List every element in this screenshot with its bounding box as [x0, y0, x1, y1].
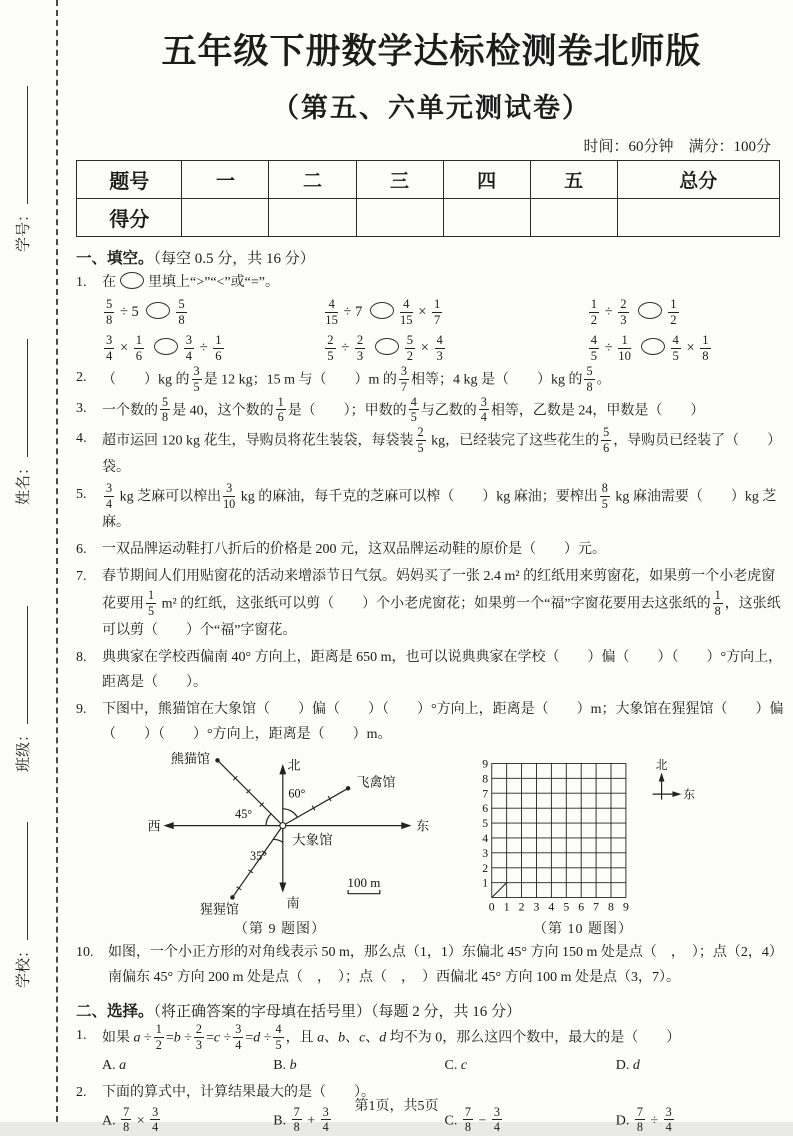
- fraction: $\frac{3}{7}$: [400, 364, 407, 394]
- section-2-heading: [76, 999, 787, 1021]
- blank-line: [23, 86, 28, 204]
- score-table-header-cell: 题号: [77, 161, 182, 199]
- comparison-item: $\frac{3}{4}$ × $\frac{1}{6}$ $\frac{3}{4}$ ÷ $\frac{1}{6}$: [106, 332, 222, 363]
- x-axis-label: 0: [488, 900, 495, 914]
- table-row: [77, 161, 780, 199]
- question-number: 8.: [76, 650, 87, 666]
- question-text: 一个数的 $\frac{5}{8}$ 是 40，这个数的 $\frac{1}{6}$ 是（ ）；甲数的 $\frac{4}{5}$ 与乙数的 $\frac{3}{4}$ 相等，乙数是 24，甲数是（ ）: [102, 394, 705, 425]
- north-arrow-icon: [659, 773, 665, 782]
- question-text: （ ）kg 的 $\frac{3}{5}$ 是 12 kg；15 m 与（ ）m 的 $\frac{3}{7}$ 相等；4 kg 是（ ）kg 的 $\frac{5}{8}$ 。: [102, 364, 611, 394]
- score-table-header-cell: 五: [530, 161, 617, 199]
- fraction: $\frac{1}{5}$: [148, 588, 155, 619]
- score-cell: [530, 199, 617, 237]
- fraction: $\frac{2}{5}$: [417, 425, 424, 456]
- score-table: [76, 160, 780, 237]
- question-number: 5.: [76, 486, 87, 502]
- question-number: 6.: [76, 542, 87, 558]
- question-number: 10.: [76, 945, 94, 961]
- x-axis-label: 5: [563, 900, 570, 914]
- fraction: $\frac{4}{5}$: [275, 1022, 282, 1052]
- fraction: $\frac{1}{10}$: [618, 332, 631, 363]
- x-axis-label: 2: [518, 900, 525, 914]
- x-axis-label: 6: [578, 900, 585, 914]
- x-axis-label: 8: [608, 900, 614, 914]
- y-axis-label: 2: [482, 861, 489, 875]
- direction-label-north: 北: [655, 758, 668, 772]
- fraction: $\frac{7}{8}$: [123, 1104, 130, 1135]
- question-text: 如图，一个小正方形的对角线表示 50 m，那么点（1，1）东偏北 45° 方向 150 m 处是点（ ， ）；点（2，4）南偏东 45° 方向 200 m 处是点（ ， ）；点（ ， ）西偏北 45° 方向 100 m 处是点（3，7）。: [108, 945, 783, 986]
- choice-option-b: B. b: [273, 1057, 297, 1073]
- square-diagonal: [492, 883, 507, 898]
- venue-label-elephant: 大象馆: [292, 832, 333, 848]
- page-title: 五年级下册数学达标检测卷北师版: [161, 32, 702, 71]
- section-heading-note: （将正确答案的字母填在括号里）（每题 2 分，共 16 分）: [153, 1004, 522, 1021]
- blank-line: [23, 822, 28, 940]
- fraction: $\frac{5}{6}$: [603, 425, 610, 456]
- question-text: 春节期间人们用贴窗花的活动来增添节日气氛。妈妈买了一张 2.4 m² 的红纸用来剪窗花，如果剪一个小老虎窗花要用 $\frac{1}{5}$ m² 的红纸，这张纸可以剪（ ）个小老虎窗花；如果剪一个“福”字窗花要用去这张纸的 $\frac{1}{8}$ ，这张纸可以剪（ ）个“福”字窗花。: [102, 569, 781, 639]
- y-axis-label: 1: [482, 876, 489, 890]
- direction-label-north: 北: [287, 757, 301, 773]
- direction-label-east: 东: [683, 788, 696, 802]
- diagram-caption: （第 9 题图）: [234, 922, 326, 938]
- question-text: 如果 a ÷ $\frac{1}{2}$ =b ÷ $\frac{2}{3}$ =c ÷ $\frac{3}{4}$ =d ÷ $\frac{4}{5}$ ，且 a、b、c、d 均不为 0，那么这四个数中，最大的是（ ）: [102, 1022, 681, 1052]
- east-arrow-icon: [672, 791, 681, 797]
- question-number: 2.: [76, 1084, 87, 1100]
- fraction: $\frac{1}{2}$: [155, 1022, 162, 1052]
- grid-diagram-block: [470, 758, 696, 938]
- fraction: $\frac{5}{8}$: [106, 296, 113, 327]
- fraction: $\frac{1}{2}$: [670, 296, 677, 327]
- fraction: $\frac{3}{5}$: [193, 364, 200, 394]
- fill-question-4: [76, 426, 787, 480]
- exam-meta: 时间：60分钟 满分：100分: [583, 139, 771, 155]
- page-footer: 第1页，共5页: [354, 1099, 439, 1114]
- fraction: $\frac{2}{3}$: [356, 332, 364, 363]
- fill-question-6: [76, 537, 787, 562]
- score-table-header-cell: 四: [443, 161, 530, 199]
- fraction: $\frac{1}{6}$: [215, 332, 222, 363]
- score-cell: [182, 199, 269, 237]
- question-number: 1.: [76, 1028, 87, 1044]
- fraction: $\frac{4}{5}$: [410, 394, 417, 425]
- choice-option-b: B. $\frac{7}{8}$ + $\frac{3}{4}$: [273, 1104, 329, 1135]
- question-number: 3.: [76, 400, 87, 416]
- x-axis-label: 1: [503, 900, 510, 914]
- question-text: 典典家在学校西偏南 40° 方向上，距离是 650 m，也可以说典典家在学校（ ）偏（ ）（ ）°方向上，距离是（ ）。: [102, 650, 783, 691]
- fraction: $\frac{1}{8}$: [714, 588, 721, 619]
- fraction: $\frac{3}{4}$: [322, 1104, 329, 1135]
- fill-question-9: [76, 697, 787, 747]
- choice-option-c: C. c: [444, 1057, 468, 1073]
- x-axis-label: 4: [548, 900, 555, 914]
- fill-question-10: [76, 940, 787, 990]
- fraction: $\frac{7}{8}$: [293, 1104, 300, 1135]
- question-number: 4.: [76, 431, 87, 447]
- question-number: 1.: [76, 275, 87, 290]
- fraction: $\frac{7}{8}$: [636, 1104, 643, 1135]
- west-arrow-icon: [163, 822, 173, 829]
- y-axis-label: 3: [482, 846, 489, 860]
- blank-line: [23, 339, 28, 457]
- score-row-label: 得分: [77, 199, 182, 237]
- score-cell: [356, 199, 443, 237]
- section-heading-text: 二、选择。: [76, 1003, 154, 1021]
- sidebar-field-school: [12, 822, 33, 988]
- fraction: $\frac{3}{4}$: [480, 394, 487, 425]
- fraction: $\frac{1}{2}$: [590, 296, 598, 327]
- east-arrow-icon: [401, 822, 411, 829]
- choice-option-c: C. $\frac{7}{8}$ − $\frac{3}{4}$: [444, 1104, 500, 1135]
- fraction: $\frac{3}{4}$: [185, 332, 192, 363]
- south-arrow-icon: [279, 883, 286, 893]
- x-axis-label: 7: [593, 900, 600, 914]
- north-arrow-icon: [279, 764, 286, 774]
- fraction: $\frac{4}{15}$: [400, 296, 413, 327]
- y-axis-label: 4: [482, 832, 489, 846]
- fraction: $\frac{3}{4}$: [106, 480, 113, 511]
- x-axis-label: 9: [622, 900, 629, 914]
- y-axis-label: 5: [482, 817, 489, 831]
- question-text: 一双品牌运动鞋打八折后的价格是 200 元，这双品牌运动鞋的原价是（ ）元。: [102, 542, 606, 558]
- section-heading-note: （每空 0.5 分，共 16 分）: [153, 251, 315, 267]
- angle-label-45: 45°: [235, 807, 253, 822]
- score-table-header-cell: 三: [356, 161, 443, 199]
- fraction: $\frac{3}{4}$: [665, 1104, 672, 1135]
- fraction: $\frac{5}{2}$: [406, 332, 414, 363]
- choice-option-d: D. d: [615, 1057, 640, 1073]
- y-axis-label: 6: [482, 802, 489, 816]
- score-cell: [443, 199, 530, 237]
- grid-diagram: [470, 758, 696, 917]
- answer-circle: [120, 272, 144, 289]
- fraction: $\frac{4}{5}$: [590, 332, 598, 363]
- sidebar-field-name: [12, 339, 33, 505]
- question-number: 2.: [76, 370, 87, 386]
- cut-line-divider: [56, 0, 58, 1122]
- fraction: $\frac{3}{4}$: [235, 1022, 242, 1052]
- answer-circle: [146, 302, 170, 319]
- field-label: 学号：: [16, 206, 32, 252]
- direction-label-west: 西: [147, 818, 161, 834]
- fraction: $\frac{3}{4}$: [152, 1104, 159, 1135]
- sidebar-field-class: [12, 606, 33, 772]
- answer-circle: [641, 338, 665, 355]
- fraction: $\frac{5}{8}$: [586, 364, 593, 394]
- diagram-caption: （第 10 题图）: [533, 922, 633, 938]
- field-label: 班级：: [16, 726, 32, 772]
- fraction: $\frac{3}{10}$: [223, 480, 236, 511]
- fill-question-5: [76, 482, 787, 536]
- fill-question-2: [76, 365, 787, 394]
- score-cell: [617, 199, 779, 237]
- fill-question-8: [76, 645, 787, 695]
- answer-circle: [638, 302, 662, 319]
- field-label: 姓名：: [16, 459, 32, 505]
- section-1-heading: [76, 246, 787, 268]
- venue-label-panda: 熊猫馆: [170, 751, 211, 767]
- question-text: 下面的算式中，计算结果最大的是（ ）。: [102, 1084, 375, 1100]
- venue-label-bird: 飞禽馆: [356, 774, 396, 790]
- direction-label-east: 东: [416, 818, 430, 834]
- question-text: 下图中，熊猫馆在大象馆（ ）偏（ ）（ ）°方向上，距离是（ ）m；大象馆在猩猩馆（ ）偏（ ）（ ）°方向上，距离是（ ）m。: [102, 702, 784, 743]
- scale-label: 100 m: [347, 875, 381, 891]
- choice-options: [102, 1053, 787, 1078]
- fraction: $\frac{8}{5}$: [601, 480, 608, 511]
- fraction: $\frac{4}{5}$: [672, 332, 679, 363]
- fraction: $\frac{3}{4}$: [106, 332, 113, 363]
- sidebar-field-student-id: [12, 86, 33, 252]
- compass-diagram: [124, 751, 436, 917]
- comparison-item: $\frac{1}{2}$ ÷ $\frac{2}{3}$ $\frac{1}{2}$: [590, 296, 677, 327]
- fraction: $\frac{2}{3}$: [620, 296, 627, 327]
- choice-option-d: D. $\frac{7}{8}$ ÷ $\frac{3}{4}$: [615, 1104, 672, 1135]
- score-table-header-cell: 总分: [617, 161, 779, 199]
- fraction: $\frac{7}{8}$: [464, 1104, 471, 1135]
- fraction: $\frac{5}{8}$: [178, 296, 185, 327]
- fraction: $\frac{1}{6}$: [135, 332, 143, 363]
- score-cell: [269, 199, 356, 237]
- x-axis-label: 3: [533, 900, 540, 914]
- comparison-item: $\frac{5}{8}$ ÷ 5 $\frac{5}{8}$: [106, 296, 185, 327]
- y-axis-label: 8: [482, 772, 489, 786]
- answer-circle: [375, 338, 399, 355]
- compass-diagram-block: [124, 751, 436, 938]
- question-text: 超市运回 120 kg 花生，导购员将花生装袋，每袋装 $\frac{2}{5}$ kg，已经装完了这些花生的 $\frac{5}{6}$ ，导购员已经装了（ ）袋。: [102, 425, 782, 475]
- fill-question-7: [76, 564, 787, 643]
- choice-option-a: A. $\frac{7}{8}$ × $\frac{3}{4}$: [102, 1104, 159, 1135]
- field-label: 学校：: [16, 942, 32, 988]
- comparison-item: $\frac{4}{5}$ ÷ $\frac{1}{10}$ $\frac{4}{5}$ × $\frac{1}{8}$: [590, 332, 709, 363]
- comparison-item: $\frac{2}{5}$ ÷ $\frac{2}{3}$ $\frac{5}{2}$ × $\frac{4}{3}$: [327, 332, 443, 363]
- y-axis-label: 7: [482, 787, 489, 801]
- fraction: $\frac{2}{5}$: [327, 332, 334, 363]
- choice-question-1: [76, 1023, 787, 1052]
- direction-label-south: 南: [286, 895, 300, 911]
- blank-line: [23, 606, 28, 724]
- comparison-grid: [102, 297, 787, 363]
- comparison-item: $\frac{4}{15}$ ÷ 7 $\frac{4}{15}$ × $\frac{1}{7}$: [325, 296, 441, 327]
- fraction: $\frac{1}{8}$: [702, 332, 709, 363]
- question-text: 在 里填上“>”“<”或“=”。: [102, 270, 787, 295]
- angle-label-35: 35°: [250, 849, 268, 864]
- fraction: $\frac{4}{15}$: [325, 296, 338, 327]
- fill-question-3: [76, 396, 787, 425]
- page-subtitle: （第五、六单元测试卷）: [272, 93, 591, 123]
- fill-question-1: [76, 270, 787, 295]
- table-row: [77, 199, 780, 237]
- fraction: $\frac{5}{8}$: [162, 394, 169, 425]
- fraction: $\frac{2}{3}$: [195, 1022, 202, 1052]
- diagram-row: [124, 751, 787, 938]
- answer-circle: [370, 302, 394, 319]
- fraction: $\frac{3}{4}$: [493, 1104, 500, 1135]
- fraction: $\frac{1}{7}$: [434, 296, 441, 327]
- fraction: $\frac{1}{6}$: [277, 394, 284, 425]
- question-text: $\frac{3}{4}$ kg 芝麻可以榨出 $\frac{3}{10}$ kg 的麻油，每千克的芝麻可以榨（ ）kg 麻油；要榨出 $\frac{8}{5}$ kg 麻油需要（ ）kg 芝麻。: [102, 480, 777, 531]
- score-table-header-cell: 一: [182, 161, 269, 199]
- question-number: 9.: [76, 702, 87, 718]
- fraction: $\frac{4}{3}$: [436, 332, 443, 363]
- angle-label-60: 60°: [288, 786, 306, 801]
- question-number: 7.: [76, 569, 87, 585]
- section-heading-text: 一、填空。: [76, 250, 154, 267]
- choice-option-a: A. a: [102, 1057, 127, 1073]
- answer-circle: [154, 338, 178, 355]
- venue-label-gorilla: 猩猩馆: [199, 901, 239, 917]
- score-table-header-cell: 二: [269, 161, 356, 199]
- y-axis-label: 9: [482, 757, 489, 771]
